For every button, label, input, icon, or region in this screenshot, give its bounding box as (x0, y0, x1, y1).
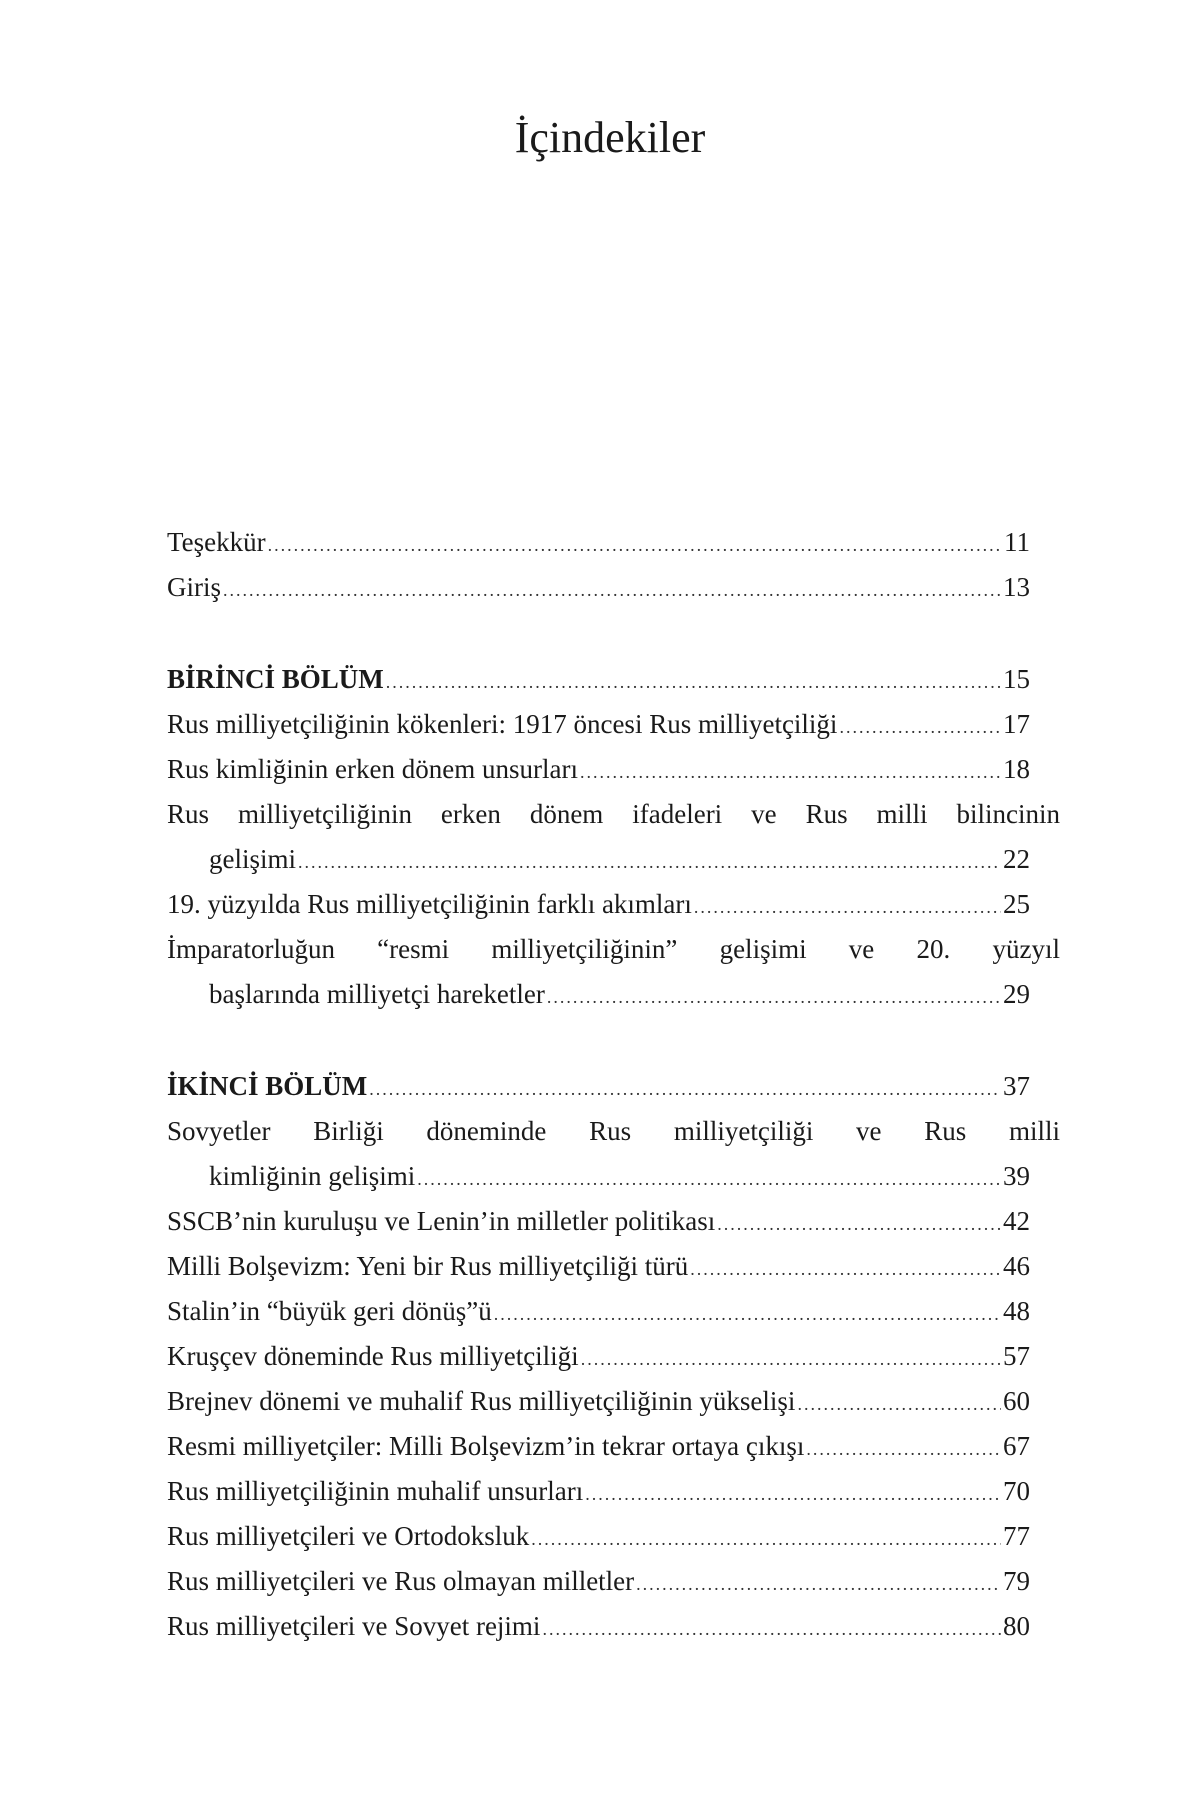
toc-entry-label: Teşekkür (167, 527, 266, 557)
toc-entry[interactable] (167, 1199, 1030, 1244)
toc-page-number: 42 (1003, 1206, 1030, 1236)
toc-entry-label: Rus milliyetçileri ve Ortodoksluk (167, 1521, 530, 1551)
toc-entry-continuation[interactable] (167, 837, 1030, 882)
toc-entry[interactable] (167, 1244, 1030, 1289)
page-title: İçindekiler (514, 113, 706, 162)
toc-entry[interactable] (167, 927, 1060, 1017)
toc-entry-label: BİRİNCİ BÖLÜM (167, 664, 384, 694)
toc-entry[interactable] (167, 565, 1030, 610)
toc-entry[interactable] (167, 792, 1060, 882)
dot-leader (694, 885, 1001, 930)
toc-chapter-heading[interactable] (167, 1064, 1030, 1109)
toc-page-number: 17 (1003, 709, 1030, 739)
toc-page-number: 29 (1003, 979, 1030, 1009)
toc-page-number: 67 (1003, 1431, 1030, 1461)
dot-leader (585, 1472, 1001, 1517)
toc-page-number: 60 (1003, 1386, 1030, 1416)
toc-entry[interactable] (167, 1334, 1030, 1379)
toc-entry-label: Kruşçev döneminde Rus milliyetçiliği (167, 1341, 579, 1371)
toc-entry-continuation[interactable] (167, 972, 1030, 1017)
dot-leader (717, 1202, 1001, 1247)
toc-entry-label: Rus milliyetçiliğinin kökenleri: 1917 öncesi Rus milliyetçiliği (167, 709, 838, 739)
toc-page-number: 48 (1003, 1296, 1030, 1326)
toc-page-number: 11 (1004, 527, 1030, 557)
dot-leader (417, 1157, 1001, 1202)
dot-leader (636, 1562, 1001, 1607)
toc-entry-label: Rus kimliğinin erken dönem unsurları (167, 754, 578, 784)
toc-entry-label: başlarında milliyetçi hareketler (209, 979, 545, 1009)
toc-entry[interactable] (167, 882, 1030, 927)
toc-entry-label: Giriş (167, 572, 221, 602)
dot-leader (494, 1292, 1001, 1337)
toc-page-number: 57 (1003, 1341, 1030, 1371)
toc-page-number: 70 (1003, 1476, 1030, 1506)
toc-page-number: 79 (1003, 1566, 1030, 1596)
toc-entry[interactable] (167, 1109, 1060, 1199)
toc-entry[interactable] (167, 1379, 1030, 1424)
toc-entry-label: Rus milliyetçileri ve Sovyet rejimi (167, 1611, 541, 1641)
toc-entry-label-line1: İmparatorluğun “resmi milliyetçiliğinin” gelişimi ve 20. yüzyıl (167, 934, 1060, 964)
toc-entry[interactable] (167, 1604, 1030, 1649)
toc-entry[interactable] (167, 1469, 1030, 1514)
toc-entry-continuation[interactable] (167, 1154, 1030, 1199)
dot-leader (580, 750, 1001, 795)
toc-page-number: 13 (1003, 572, 1030, 602)
dot-leader (298, 840, 1001, 885)
dot-leader (369, 1067, 1001, 1112)
dot-leader (690, 1247, 1001, 1292)
toc-entry-label: kimliğinin gelişimi (209, 1161, 416, 1191)
toc-entry[interactable] (167, 1289, 1030, 1334)
toc-entry-label: Rus milliyetçileri ve Rus olmayan milletler (167, 1566, 635, 1596)
toc-section (167, 520, 1060, 610)
toc-section (167, 657, 1060, 1017)
dot-leader (581, 1337, 1001, 1382)
toc-page-number: 15 (1003, 664, 1030, 694)
toc-entry-label: gelişimi (209, 844, 296, 874)
toc-entry[interactable] (167, 1424, 1030, 1469)
dot-leader (386, 660, 1001, 705)
toc-page-number: 77 (1003, 1521, 1030, 1551)
toc-entry[interactable] (167, 1559, 1030, 1604)
table-of-contents (167, 520, 1060, 1649)
toc-page-number: 22 (1003, 844, 1030, 874)
toc-entry-label: İKİNCİ BÖLÜM (167, 1071, 368, 1101)
dot-leader (797, 1382, 1001, 1427)
toc-entry-label-line1: Rus milliyetçiliğinin erken dönem ifadeleri ve Rus milli bilincinin (167, 799, 1060, 829)
toc-entry-label: Rus milliyetçiliğinin muhalif unsurları (167, 1476, 584, 1506)
toc-entry[interactable] (167, 747, 1030, 792)
dot-leader (806, 1427, 1001, 1472)
toc-entry-label: SSCB’nin kuruluşu ve Lenin’in milletler politikası (167, 1206, 716, 1236)
toc-entry[interactable] (167, 702, 1030, 747)
toc-entry[interactable] (167, 1514, 1030, 1559)
toc-entry-label: 19. yüzyılda Rus milliyetçiliğinin farklı akımları (167, 889, 692, 919)
dot-leader (547, 975, 1001, 1020)
toc-entry[interactable] (167, 520, 1030, 565)
dot-leader (542, 1607, 1001, 1652)
toc-entry-label: Resmi milliyetçiler: Milli Bolşevizm’in tekrar ortaya çıkışı (167, 1431, 805, 1461)
toc-page-number: 80 (1003, 1611, 1030, 1641)
toc-page-number: 39 (1003, 1161, 1030, 1191)
toc-entry-label: Stalin’in “büyük geri dönüş”ü (167, 1296, 492, 1326)
toc-section (167, 1064, 1060, 1649)
toc-page-number: 18 (1003, 754, 1030, 784)
toc-entry-label: Brejnev dönemi ve muhalif Rus milliyetçiliğinin yükselişi (167, 1386, 796, 1416)
dot-leader (839, 705, 1001, 750)
toc-chapter-heading[interactable] (167, 657, 1030, 702)
toc-entry-label-line1: Sovyetler Birliği döneminde Rus milliyetçiliği ve Rus milli (167, 1116, 1060, 1146)
toc-page-number: 46 (1003, 1251, 1030, 1281)
toc-page-number: 37 (1003, 1071, 1030, 1101)
toc-entry-label: Milli Bolşevizm: Yeni bir Rus milliyetçiliği türü (167, 1251, 689, 1281)
dot-leader (268, 523, 1002, 568)
toc-page-number: 25 (1003, 889, 1030, 919)
dot-leader (531, 1517, 1001, 1562)
dot-leader (223, 568, 1001, 613)
